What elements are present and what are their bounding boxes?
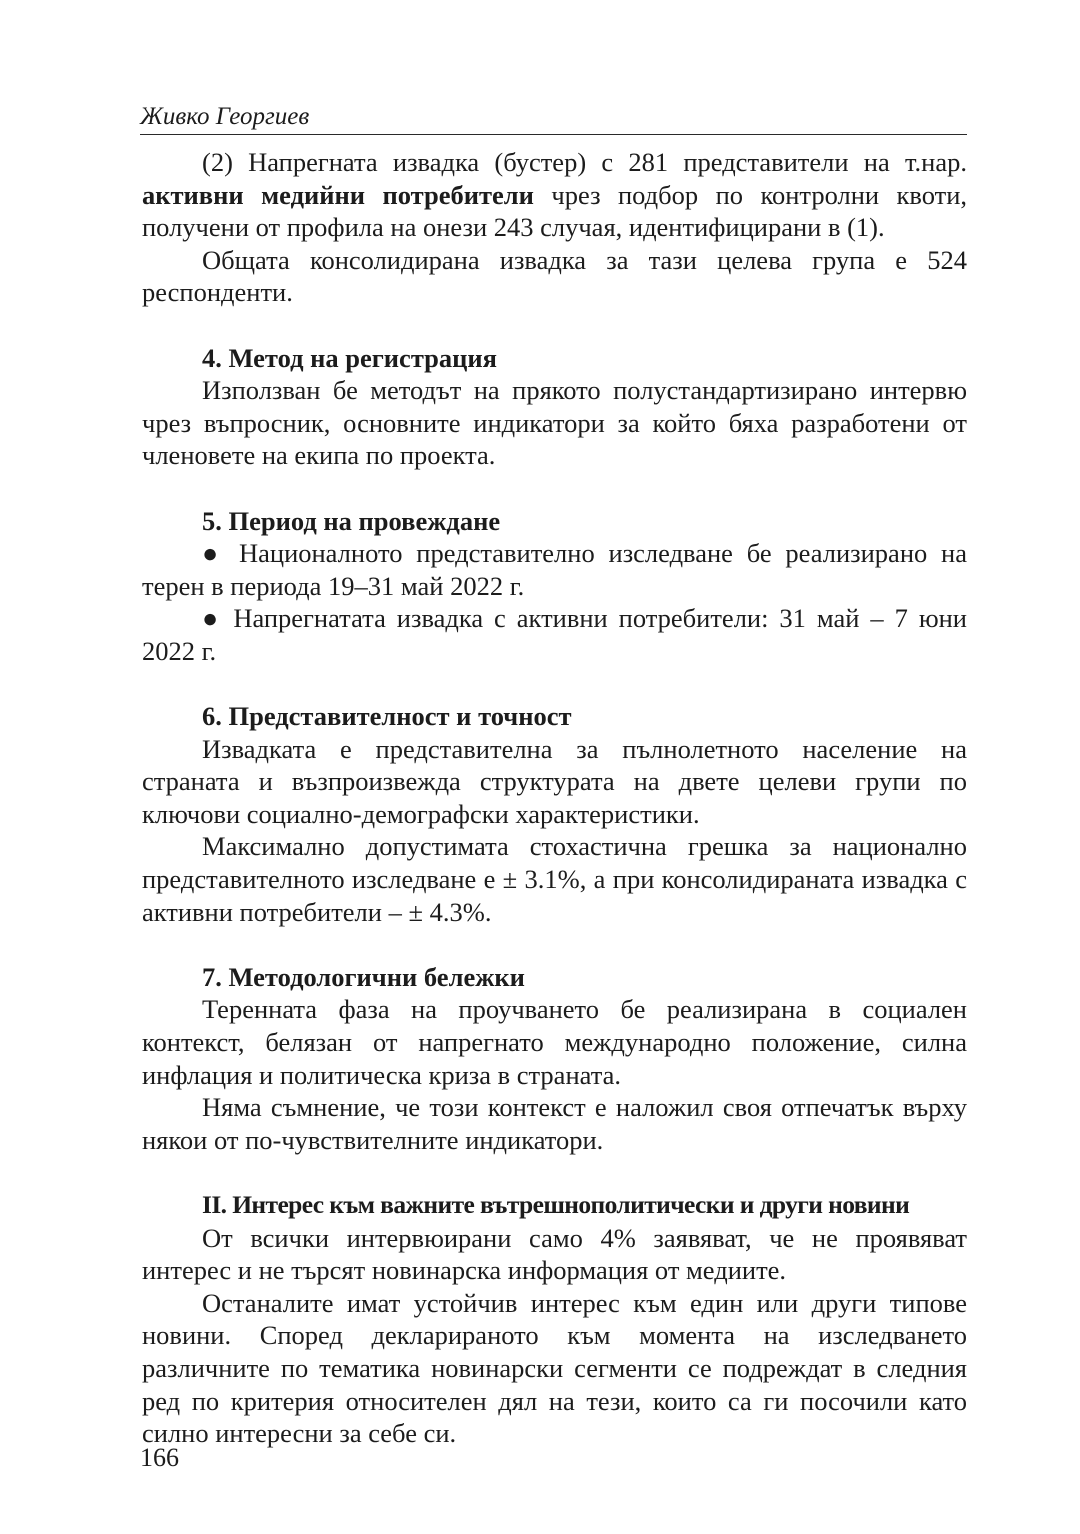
paragraph-text: чрез подбор по контролни квоти, получени от профила на онези 243 случая, идентифицирани в (1).	[142, 179, 968, 243]
spacer	[142, 309, 967, 342]
heading-representativeness: 6. Представителност и точност	[202, 701, 572, 732]
paragraph-period-national: ● Националното представително изследване бе реализирано на терен в периода 19–31 май 2022 г.	[142, 538, 967, 601]
paragraph-news-segments: Останалите имат устойчив интерес към един или други типове новини. Според декларираното към момента на изследването различните по тематика новинарски сегменти се подреждат в следния ред по критерия относителен дял на тези, които са ги посочили като силно интересни за себе си.	[142, 1287, 967, 1449]
bold-term: активни медийни потребители	[142, 179, 534, 210]
spacer	[142, 1156, 967, 1189]
paragraph-booster-sample	[142, 146, 967, 244]
heading-registration-method: 4. Метод на регистрация	[202, 342, 498, 373]
heading-method-notes: 7. Методологични бележки	[202, 961, 525, 992]
paragraph-consolidated-sample: Общата консолидирана извадка за тази целева група е 524 респонденти.	[142, 244, 967, 308]
paragraph-registration-method: Използван бе методът на прякото полустандартизирано интервю чрез въпросник, основните индикатори за който бяха разработени от членовете на екипа по проекта.	[142, 375, 967, 471]
paragraph-text: (2) Напрегната извадка (бустер) с 281 представители на т.нар.	[202, 147, 967, 177]
paragraph-period-booster: ● Напрегнатата извадка с активни потребители: 31 май – 7 юни 2022 г.	[142, 603, 967, 666]
paragraph-context-effect: Няма съмнение, че този контекст е наложил своя отпечатък върху някои от по-чувствителните индикатори.	[142, 1092, 967, 1155]
paragraph-sampling-error: Максимално допустимата стохастична грешка за национално представителното изследване е ± 3.1%, а при консолидираната извадка с активни потребители – ± 4.3%.	[142, 831, 967, 927]
running-head-author: Живко Георгиев	[140, 100, 967, 135]
spacer	[142, 472, 967, 505]
page-number: 166	[140, 1443, 179, 1472]
paragraph-representativeness: Извадката е представителна за пълнолетното население на страната и възпроизвежда структурата на двете целеви групи по ключови социално-демографски характеристики.	[142, 733, 967, 829]
paragraph-field-context: Теренната фаза на проучването бе реализирана в социален контекст, белязан от напрегнато международно положение, силна инфлация и политическа криза в страната.	[142, 994, 967, 1090]
heading-news-interest: II. Интерес към важните вътрешнополитически и други новини	[202, 1190, 910, 1219]
body-text	[142, 146, 967, 1450]
spacer	[142, 928, 967, 961]
paragraph-no-interest: От всички интервюирани само 4% заявяват, че не проявяват интерес и не търсят новинарска информация от медиите.	[142, 1222, 967, 1286]
spacer	[142, 668, 967, 701]
heading-period: 5. Период на провеждане	[202, 505, 501, 536]
